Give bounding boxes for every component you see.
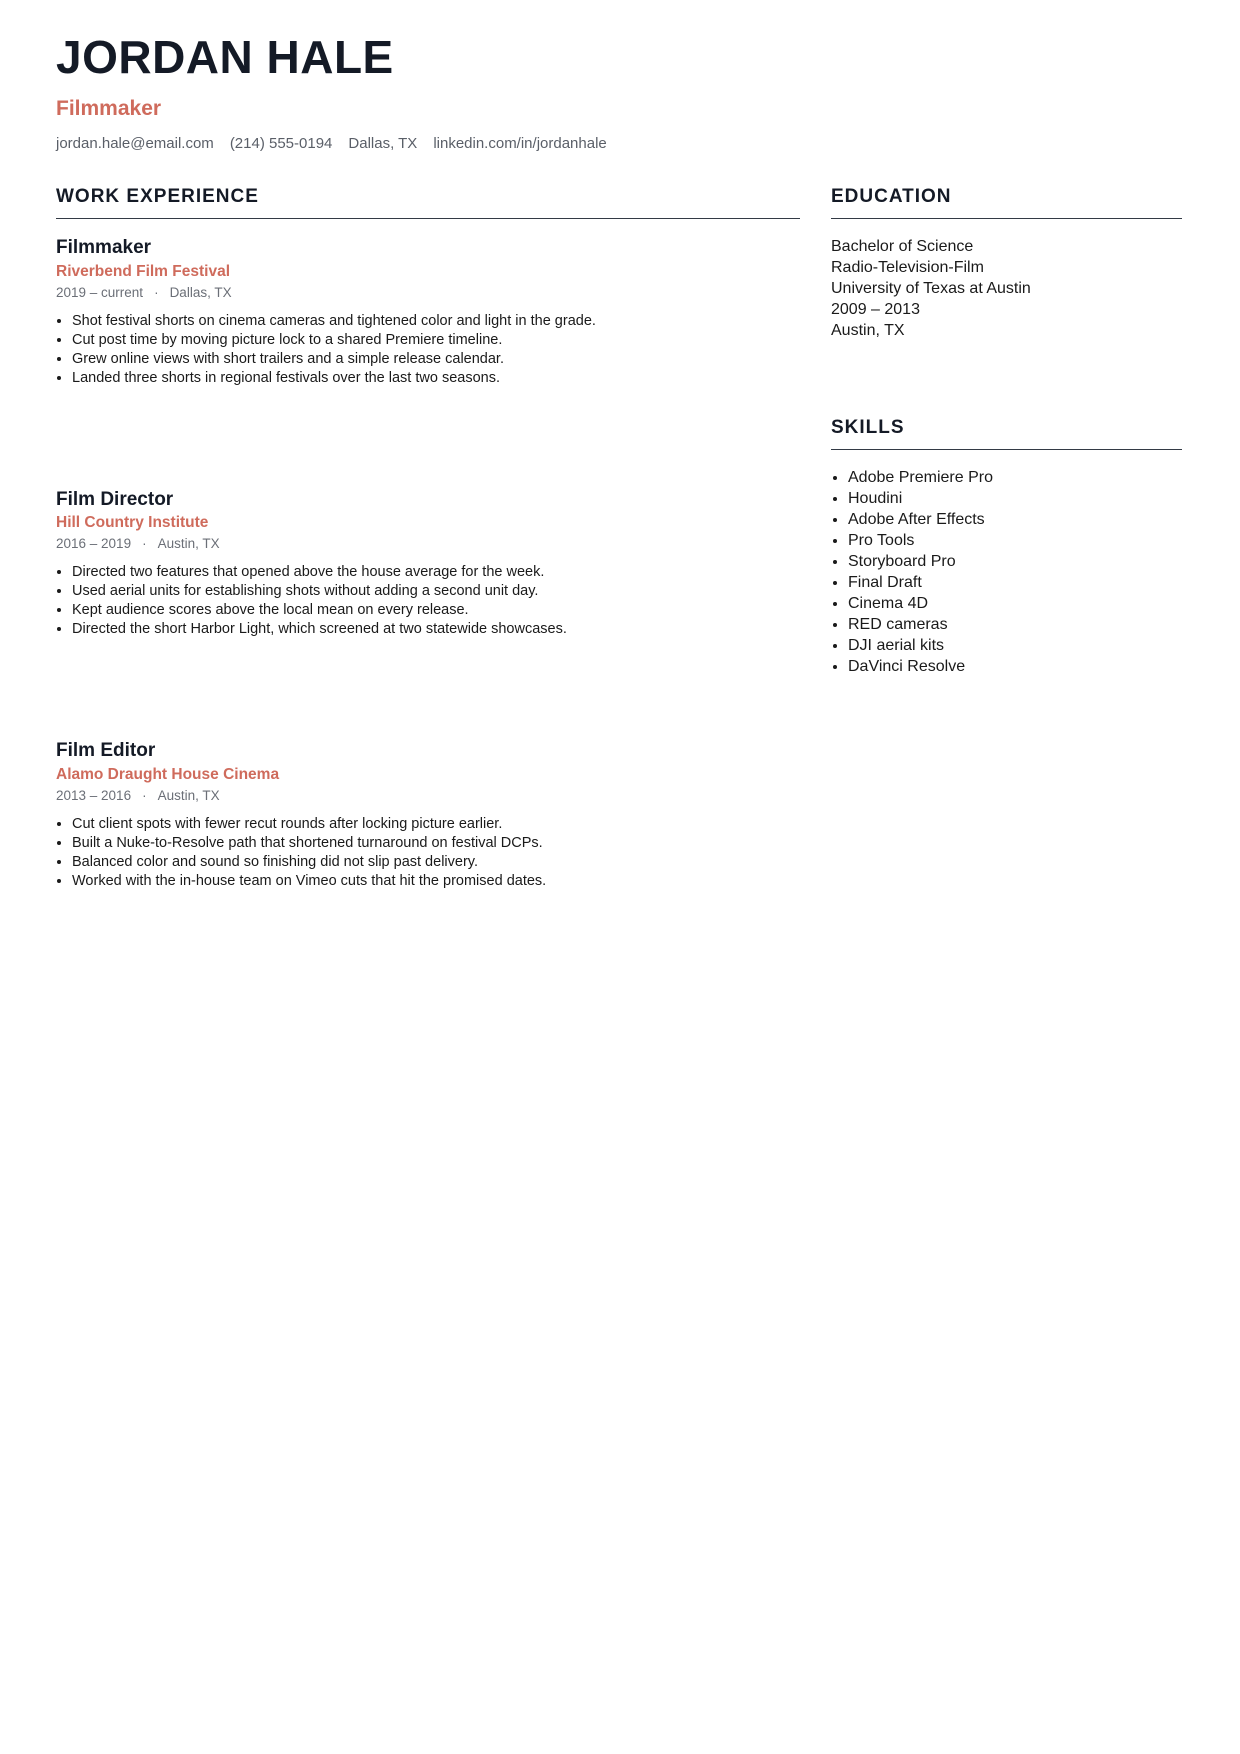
job-meta [56, 285, 800, 300]
education-entry [831, 236, 1182, 341]
job-title: Filmmaker [56, 237, 152, 258]
job-entry [56, 488, 800, 640]
job-title: Film Director [56, 488, 174, 510]
job-location: Austin, TX [157, 788, 220, 804]
skill-item: • Adobe After Effects [848, 509, 1182, 530]
education-location: Austin, TX [831, 322, 905, 339]
job-bullet: • Built a Nuke-to-Resolve path that shortened turnaround on festival DCPs. [72, 834, 800, 853]
skill-item: • DJI aerial kits [848, 635, 1182, 656]
job-title: Film Editor [56, 740, 156, 762]
job-entry [56, 739, 800, 891]
skill-item: • Storyboard Pro [848, 551, 1182, 572]
job-company: Hill Country Institute [56, 514, 209, 532]
job-dates: 2019 – current [56, 284, 144, 300]
candidate-title: Filmmaker [56, 97, 162, 121]
job-bullet: • Kept audience scores above the local mean on every release. [72, 601, 800, 620]
job-entry [56, 236, 800, 388]
candidate-name: JORDAN HALE [56, 31, 394, 83]
contact-location: Dallas, TX [348, 135, 418, 153]
job-bullets [56, 312, 800, 388]
skill-item: • Final Draft [848, 572, 1182, 593]
job-company: Riverbend Film Festival [56, 262, 230, 280]
education-school: University of Texas at Austin [831, 280, 1031, 297]
job-bullet: • Shot festival shorts on cinema cameras and tightened color and light in the grade. [72, 312, 800, 331]
job-bullet: • Cut client spots with fewer recut rounds after locking picture earlier. [72, 815, 800, 834]
contact-email[interactable]: jordan.hale@email.com [56, 135, 214, 153]
skills-list [831, 467, 1182, 677]
job-bullet: • Landed three shorts in regional festivals over the last two seasons. [72, 369, 800, 388]
job-meta [56, 536, 800, 551]
resume-header [56, 30, 607, 152]
job-company: Alamo Draught House Cinema [56, 766, 280, 784]
education-section [831, 186, 1182, 341]
job-bullet: • Used aerial units for establishing shots without adding a second unit day. [72, 582, 800, 601]
meta-separator: · [142, 536, 147, 552]
work-experience-heading: WORK EXPERIENCE [56, 186, 800, 219]
skill-item: • DaVinci Resolve [848, 656, 1182, 677]
job-bullet: • Cut post time by moving picture lock to a shared Premiere timeline. [72, 331, 800, 350]
job-location: Austin, TX [157, 536, 220, 552]
job-location: Dallas, TX [169, 284, 232, 300]
job-bullet: • Grew online views with short trailers and a simple release calendar. [72, 350, 800, 369]
skill-item: • RED cameras [848, 614, 1182, 635]
skill-item: • Pro Tools [848, 530, 1182, 551]
education-years: 2009 – 2013 [831, 301, 920, 318]
job-bullet: • Directed the short Harbor Light, which screened at two statewide showcases. [72, 620, 800, 639]
job-meta [56, 788, 800, 803]
skill-item: • Cinema 4D [848, 593, 1182, 614]
skills-section [831, 417, 1182, 677]
education-field: Radio-Television-Film [831, 259, 984, 276]
job-bullet: • Directed two features that opened above the house average for the week. [72, 563, 800, 582]
education-degree: Bachelor of Science [831, 238, 974, 255]
skills-heading: SKILLS [831, 417, 1182, 450]
contact-line [56, 135, 607, 152]
job-bullets [56, 563, 800, 639]
education-heading: EDUCATION [831, 186, 1182, 219]
job-bullets [56, 815, 800, 891]
contact-linkedin[interactable]: linkedin.com/in/jordanhale [433, 135, 607, 153]
job-dates: 2013 – 2016 [56, 788, 132, 804]
job-bullet: • Balanced color and sound so finishing did not slip past delivery. [72, 853, 800, 872]
job-dates: 2016 – 2019 [56, 536, 132, 552]
job-bullet: • Worked with the in-house team on Vimeo cuts that hit the promised dates. [72, 872, 800, 891]
contact-phone: (214) 555-0194 [229, 135, 333, 153]
meta-separator: · [154, 284, 159, 300]
work-experience-section [56, 186, 800, 891]
skill-item: • Adobe Premiere Pro [848, 467, 1182, 488]
meta-separator: · [142, 788, 147, 804]
sidebar-column [831, 186, 1182, 677]
skill-item: • Houdini [848, 488, 1182, 509]
